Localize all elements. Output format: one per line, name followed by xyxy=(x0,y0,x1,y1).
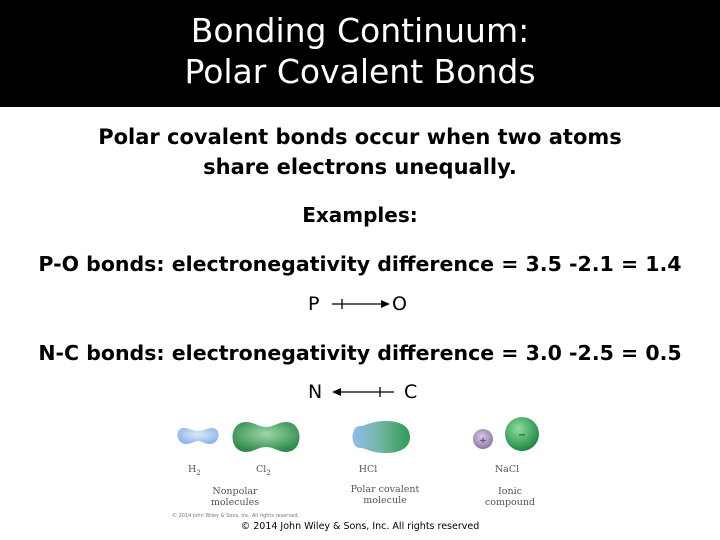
title-line-2: Polar Covalent Bonds xyxy=(184,52,536,91)
po-right-atom: O xyxy=(392,293,407,315)
slide-title xyxy=(0,0,720,107)
examples-heading: Examples: xyxy=(302,203,418,227)
ionic-caption: Ionic compound xyxy=(484,486,536,508)
nc-left-atom: N xyxy=(308,381,323,403)
polar-caption: Polar covalent molecule xyxy=(350,484,420,506)
minus-sign: − xyxy=(517,430,527,441)
cl2-molecule-icon xyxy=(233,422,300,452)
footer-copyright: © 2014 John Wiley & Sons, Inc. All rights reserved xyxy=(240,521,480,532)
po-dipole-arrow-icon xyxy=(332,298,390,310)
figure-copyright: © 2014 John Wiley & Sons, Inc. All rights reserved. xyxy=(172,513,300,519)
bonding-figure xyxy=(172,412,548,522)
intro-line-1: Polar covalent bonds occur when two atoms xyxy=(98,125,622,149)
intro-line-2: share electrons unequally. xyxy=(203,155,517,179)
h2-label: $H_2$ xyxy=(188,464,201,477)
hcl-molecule-icon xyxy=(353,421,411,453)
nonpolar-caption: Nonpolar molecules xyxy=(210,486,260,508)
nc-right-atom: C xyxy=(404,381,418,403)
plus-sign: + xyxy=(479,436,487,446)
nacl-label: NaCl xyxy=(494,464,520,475)
bonding-figure-shapes xyxy=(172,412,548,472)
po-dipole-diagram xyxy=(300,290,420,318)
nc-bond-text: N-C bonds: electronegativity difference = 3.0 -2.5 = 0.5 xyxy=(38,341,682,365)
hcl-label: HCl xyxy=(358,464,378,475)
po-bond-text: P-O bonds: electronegativity difference = 3.5 -2.1 = 1.4 xyxy=(38,252,682,276)
nc-dipole-arrow-icon xyxy=(332,386,394,398)
cl2-label: $Cl_2$ xyxy=(256,464,271,477)
po-left-atom: P xyxy=(308,293,320,315)
title-line-1: Bonding Continuum: xyxy=(190,11,530,50)
nc-dipole-diagram xyxy=(300,378,430,406)
intro-text xyxy=(0,122,720,182)
h2-molecule-icon xyxy=(177,428,218,444)
